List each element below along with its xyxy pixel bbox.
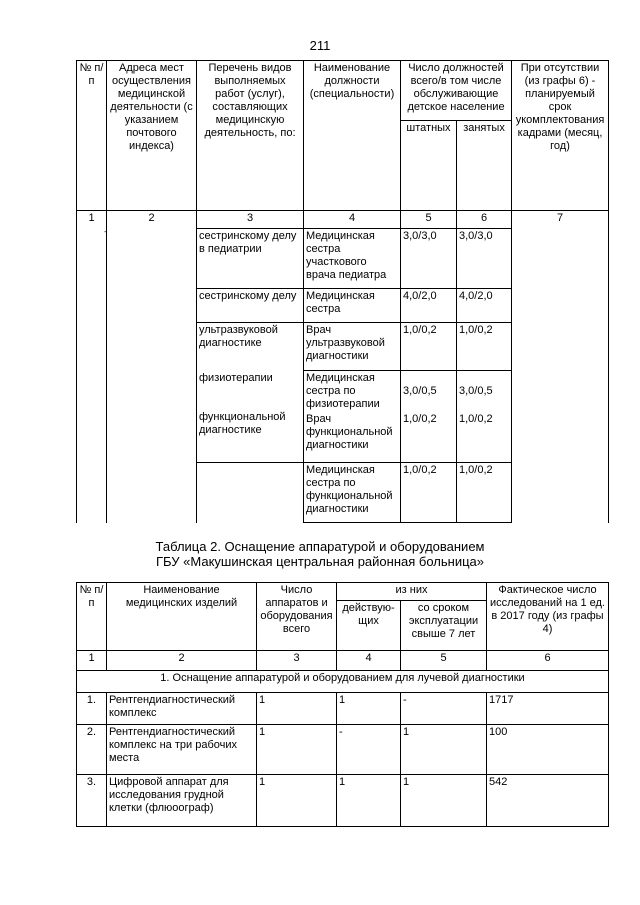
col-number: 1	[77, 211, 107, 229]
occupied-cell: 1,0/0,2	[457, 323, 512, 371]
col-number: 2	[107, 211, 197, 229]
occupied-cell: 1,0/0,2	[457, 463, 512, 523]
col-number: 4	[337, 651, 401, 671]
staff-cell: 1,0/0,2	[401, 323, 457, 371]
caption-line-2: ГБУ «Макушинская центральная районная больница»	[156, 554, 484, 569]
old-cell: 1	[401, 775, 487, 827]
staff-cell: 4,0/2,0	[401, 289, 457, 323]
old-cell: -	[401, 693, 487, 725]
occupied-cell: 3,0/0,5	[459, 385, 493, 397]
equipment-name: Рентгендиагностический комплекс	[107, 693, 257, 725]
working-cell: -	[337, 725, 401, 775]
position-cell: Врач функциональной диагностики	[306, 413, 393, 451]
col-number: 6	[487, 651, 609, 671]
equipment-name: Цифровой аппарат для исследования грудной клетки (флюоограф)	[107, 775, 257, 827]
occupied-cell: 3,0/3,0	[457, 229, 512, 289]
service-cell: физиотерапии	[199, 371, 273, 384]
row-num: 1.	[77, 693, 107, 725]
row-num: 2.	[77, 725, 107, 775]
header-name: Наименование медицинских изделий	[107, 583, 257, 651]
staff-cell: 3,0/3,0	[401, 229, 457, 289]
header-old: со сроком эксплуатации свыше 7 лет	[401, 601, 487, 651]
page-number: 211	[309, 38, 331, 53]
header-address: Адреса мест осуществления медицинской деятельности (с указанием почтового индекса)	[107, 61, 197, 211]
staffing-table	[76, 60, 609, 523]
header-of-them: из них	[337, 583, 487, 601]
header-staff: штатных	[401, 121, 457, 211]
header-services: Перечень видов выполняемых работ (услуг), составляющих медицинскую деятельность, по:	[197, 61, 304, 211]
actual-cell: 100	[487, 725, 609, 775]
service-cell	[197, 463, 304, 523]
position-cell: Медицинская сестра участкового врача педиатра	[304, 229, 401, 289]
col-number: 7	[512, 211, 609, 229]
total-cell: 1	[257, 725, 337, 775]
col-number: 2	[107, 651, 257, 671]
service-cell: сестринскому делу в педиатрии	[197, 229, 304, 289]
header-num: № п/п	[77, 61, 107, 211]
caption-line-1: Таблица 2. Оснащение аппаратурой и оборудованием	[155, 539, 485, 554]
old-cell: 1	[401, 725, 487, 775]
header-count: Число должностей всего/в том числе обслуживающие детское население	[401, 61, 512, 121]
section-heading: 1. Оснащение аппаратурой и оборудованием для лучевой диагностики	[77, 671, 609, 693]
header-working: действую-щих	[337, 601, 401, 651]
staff-cell: 3,0/0,5	[403, 385, 437, 397]
header-num: № п/п	[77, 583, 107, 651]
service-cell: функциональной диагностике	[199, 410, 286, 436]
total-cell: 1	[257, 693, 337, 725]
equipment-name: Рентгендиагностический комплекс на три рабочих места	[107, 725, 257, 775]
header-position: Наименование должности (специальности)	[304, 61, 401, 211]
position-cell: Врач ультразвуковой диагностики	[304, 323, 401, 371]
col-number: 4	[304, 211, 401, 229]
position-cell: Медицинская сестра по физиотерапии	[306, 372, 380, 410]
header-total: Число аппаратов и оборудования всего	[257, 583, 337, 651]
col-number: 3	[257, 651, 337, 671]
actual-cell: 542	[487, 775, 609, 827]
service-cell: ультразвуковой диагностике	[197, 323, 304, 371]
col-number: 3	[197, 211, 304, 229]
total-cell: 1	[257, 775, 337, 827]
col-number: 6	[457, 211, 512, 229]
header-actual: Фактическое число исследований на 1 ед. в 2017 году (из графы 4)	[487, 583, 609, 651]
equipment-table	[76, 582, 609, 827]
working-cell: 1	[337, 775, 401, 827]
col-number: 5	[401, 211, 457, 229]
staff-cell: 1,0/0,2	[403, 413, 437, 425]
position-cell: Медицинская сестра	[304, 289, 401, 323]
header-absent: При отсутствии (из графы 6) - планируемый срок укомплектования кадрами (месяц, год)	[512, 61, 609, 211]
row-num: 3.	[77, 775, 107, 827]
working-cell: 1	[337, 693, 401, 725]
table-caption	[0, 539, 640, 569]
occupied-cell: 1,0/0,2	[459, 413, 493, 425]
occupied-cell: 4,0/2,0	[457, 289, 512, 323]
position-cell: Медицинская сестра по функциональной диагностики	[304, 463, 401, 523]
actual-cell: 1717	[487, 693, 609, 725]
service-cell: сестринскому делу	[197, 289, 304, 323]
stray-mark: -	[104, 227, 107, 236]
header-occupied: занятых	[457, 121, 512, 211]
col-number: 1	[77, 651, 107, 671]
col-number: 5	[401, 651, 487, 671]
staff-cell: 1,0/0,2	[401, 463, 457, 523]
